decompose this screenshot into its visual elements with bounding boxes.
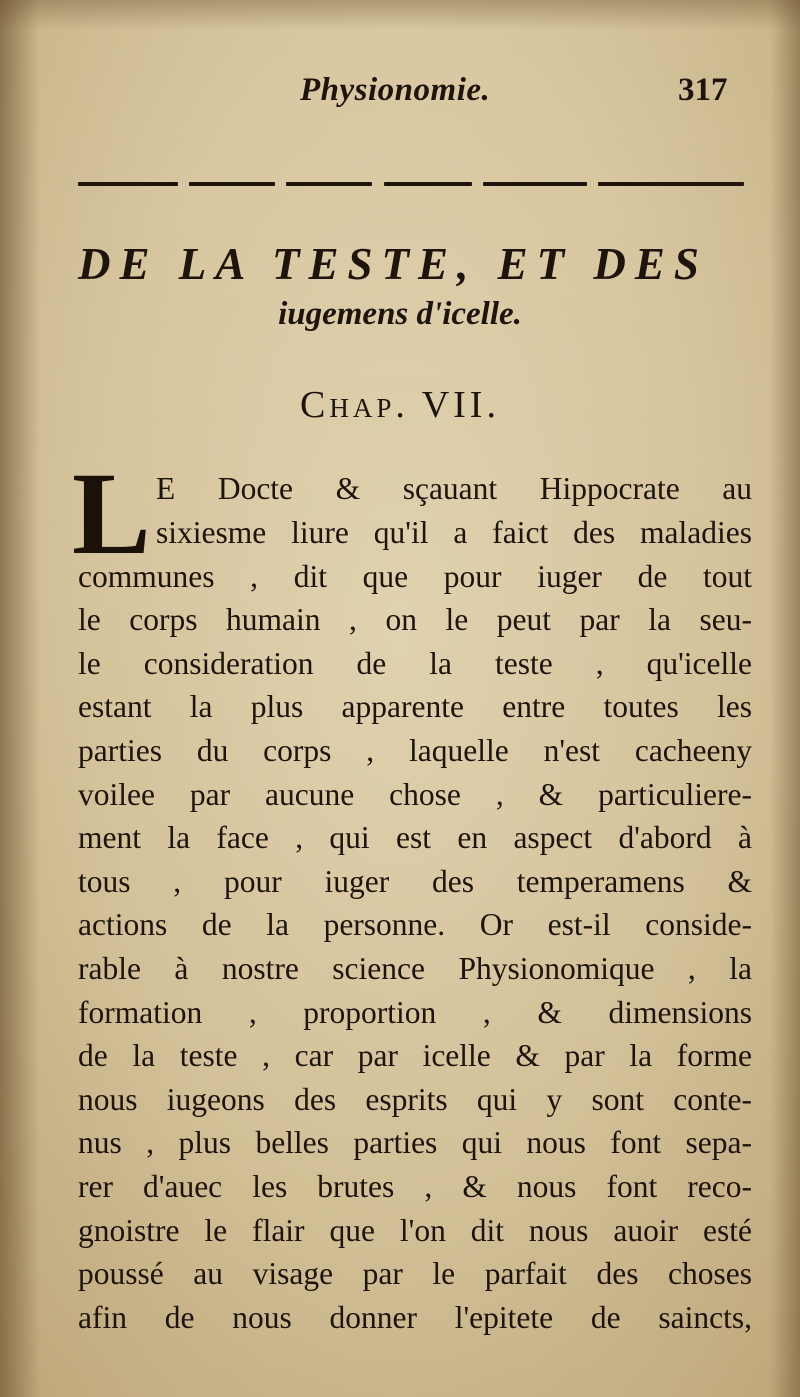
text-line: communes , dit que pour iuger de tout — [78, 559, 752, 594]
text-line: le consideration de la teste , qu'icelle — [78, 646, 752, 681]
chapter-label: Chap. VII. — [300, 384, 500, 426]
chapter-title: DE LA TESTE, ET DES — [78, 239, 708, 289]
page-edge-shadow-right — [770, 0, 800, 1397]
rule-segment — [598, 182, 744, 186]
text-line: poussé au visage par le parfait des choses — [78, 1256, 752, 1291]
text-line: E Docte & sçauant Hippocrate au — [156, 471, 752, 506]
text-line: actions de la personne. Or est-il conside- — [78, 907, 752, 942]
text-line: nous iugeons des esprits qui y sont conte- — [78, 1082, 752, 1117]
text-line: le corps humain , on le peut par la seu- — [78, 602, 752, 637]
text-line: afin de nous donner l'epitete de saincts, — [78, 1300, 752, 1335]
page-edge-shadow-left — [0, 0, 40, 1397]
rule-segment — [78, 182, 178, 186]
decorative-rule — [78, 182, 744, 188]
rule-segment — [483, 182, 587, 186]
text-line: voilee par aucune chose , & particuliere- — [78, 777, 752, 812]
chapter-subtitle: iugemens d'icelle. — [278, 296, 522, 332]
page-edge-shadow-top — [0, 0, 800, 30]
text-line: parties du corps , laquelle n'est cacheeny — [78, 733, 752, 768]
text-line: de la teste , car par icelle & par la forme — [78, 1038, 752, 1073]
rule-segment — [189, 182, 275, 186]
running-head: Physionomie. — [300, 72, 491, 108]
rule-segment — [286, 182, 372, 186]
text-line: nus , plus belles parties qui nous font sepa- — [78, 1125, 752, 1160]
text-line: tous , pour iuger des temperamens & — [78, 864, 752, 899]
drop-cap: L — [72, 448, 151, 579]
text-line: rable à nostre science Physionomique , la — [78, 951, 752, 986]
page-number: 317 — [678, 72, 728, 108]
rule-segment — [384, 182, 472, 186]
text-line: gnoistre le flair que l'on dit nous auoir esté — [78, 1213, 752, 1248]
text-line: rer d'auec les brutes , & nous font reco- — [78, 1169, 752, 1204]
text-line: formation , proportion , & dimensions — [78, 995, 752, 1030]
text-line: sixiesme liure qu'il a faict des maladies — [156, 515, 752, 550]
text-line: estant la plus apparente entre toutes les — [78, 689, 752, 724]
text-line: ment la face , qui est en aspect d'abord à — [78, 820, 752, 855]
